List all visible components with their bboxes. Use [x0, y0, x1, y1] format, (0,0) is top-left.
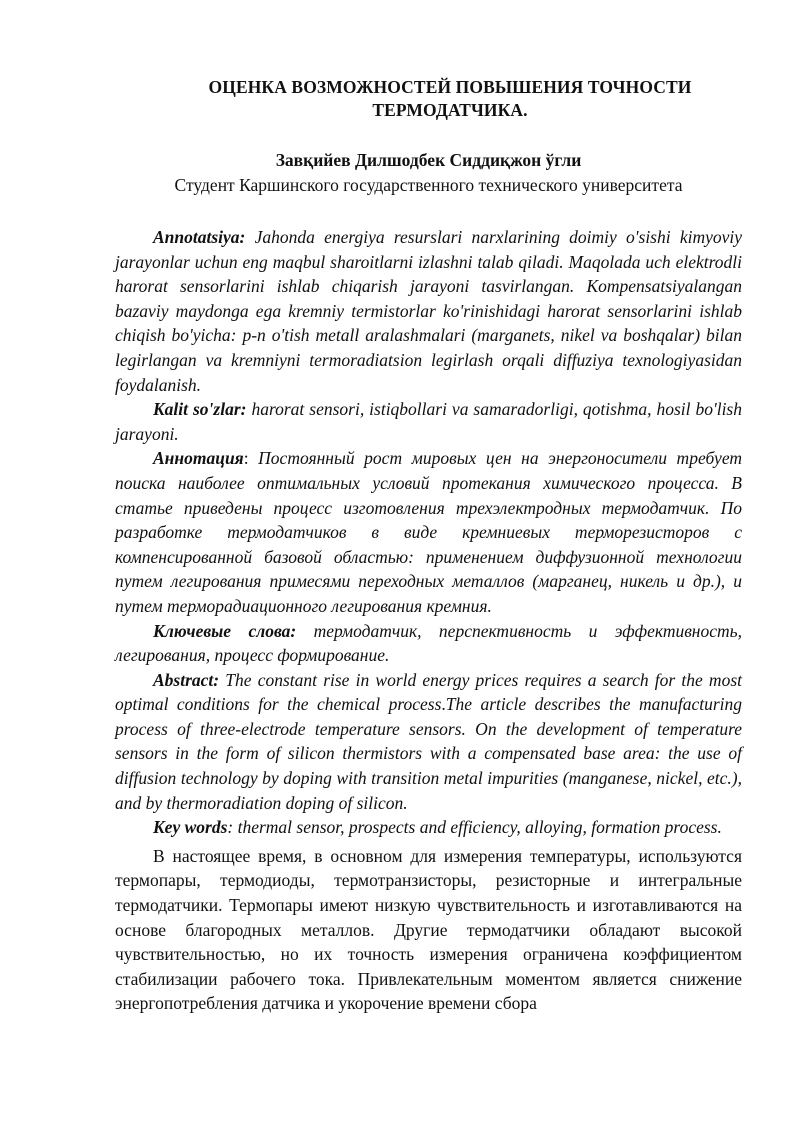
annotation-ru [115, 446, 742, 618]
keywords-ru-text: термодатчик, перспективность и эффективность, легирования, процесс формирование. [115, 620, 742, 666]
annotation-ru-separator: : [243, 448, 259, 469]
abstract-en-text-1: The constant rise in world energy prices requires a search for the most optimal conditions for the chemical process [115, 669, 742, 715]
keywords-ru-label: Ключевые слова: [153, 620, 297, 641]
title-line-2: ТЕРМОДАТЧИКА. [372, 100, 528, 120]
annotation-uz-text: Jahonda energiya resurslari narxlarining doimiy o'sishi kimyoviy jarayonlar uchun eng maqbul sharoitlarni izlashni talab qiladi. Maqolada uch elektrodli harorat sensorlarini ishlab chiqarish jarayoni tasvirlangan. Kompensatsiyalangan bazaviy maydonga ega kremniy termistorlar ko'rinishidagi harorat sensorlarini ishlab chiqish bo'yicha: p-n o'tish metall aralashmalari (marganets, nikel va boshqalar) bilan legirlangan va kremniyni termoradiatsion legirlash orqali diffuziya texnologiyasidan foydalanish. [115, 227, 742, 395]
abstract-en-dot: . [441, 694, 446, 715]
paper-title [150, 76, 750, 122]
abstract-en-label: Abstract: [153, 669, 220, 690]
keywords-ru [115, 619, 742, 668]
keywords-en-text: : thermal sensor, prospects and efficiency, alloying, formation process. [227, 817, 722, 838]
annotation-uz [115, 225, 742, 397]
annotation-uz-label: Annotatsiya: [153, 227, 246, 247]
keywords-uz-text: harorat sensori, istiqbollari va samaradorligi, qotishma, hosil bo'lish jarayoni. [115, 399, 742, 444]
author-name: Завқийев Дилшодбек Сиддиқжон ўгли [275, 150, 582, 170]
keywords-uz [115, 397, 742, 446]
keywords-uz-label: Kalit so'zlar: [153, 399, 247, 420]
main-text-paragraph: В настоящее время, в основном для измерения температуры, используются термопары, термодиоды, термотранзисторы, резисторные и интегральные термодатчики. Термопары имеют низкую чувствительность и изготавливаются на основе благородных металлов. Другие термодатчики обладают высокой чувствительностью, но их точность измерения ограничена коэффициентом стабилизации рабочего тока. Привлекательным моментом является снижение энергопотребления датчика и укорочение времени сбора [115, 845, 742, 1014]
keywords-en [115, 815, 742, 840]
author-block [115, 148, 742, 198]
abstract-en [115, 668, 742, 816]
annotation-ru-text: Постоянный рост мировых цен на энергоносители требует поиска наиболее оптимальных условий протекания химического процесса. В статье приведены процесс изготовления трехэлектродных термодатчик. По разработке термодатчиков в виде кремниевых терморезисторов с компенсированной базовой областью: применением диффузионной технологии путем легирования примесями переходных металлов (марганец, никель и др.), и путем терморадиационного легирования кремния. [115, 448, 742, 616]
keywords-en-label: Key words [153, 817, 228, 838]
title-line-1: ОЦЕНКА ВОЗМОЖНОСТЕЙ ПОВЫШЕНИЯ ТОЧНОСТИ [208, 77, 692, 97]
paper-body [115, 225, 742, 1016]
abstract-en-text-2: The article describes the manufacturing process of three-electrode temperature sensors. On the development of temperature sensors in the form of silicon thermistors with a compensated base area: the use of diffusion technology by doping with transition metal impurities (manganese, nickel, etc.), and by thermoradiation doping of silicon. [115, 694, 742, 813]
author-affiliation: Студент Каршинского государственного технического университета [174, 175, 683, 195]
annotation-ru-label: Аннотация [153, 448, 244, 469]
